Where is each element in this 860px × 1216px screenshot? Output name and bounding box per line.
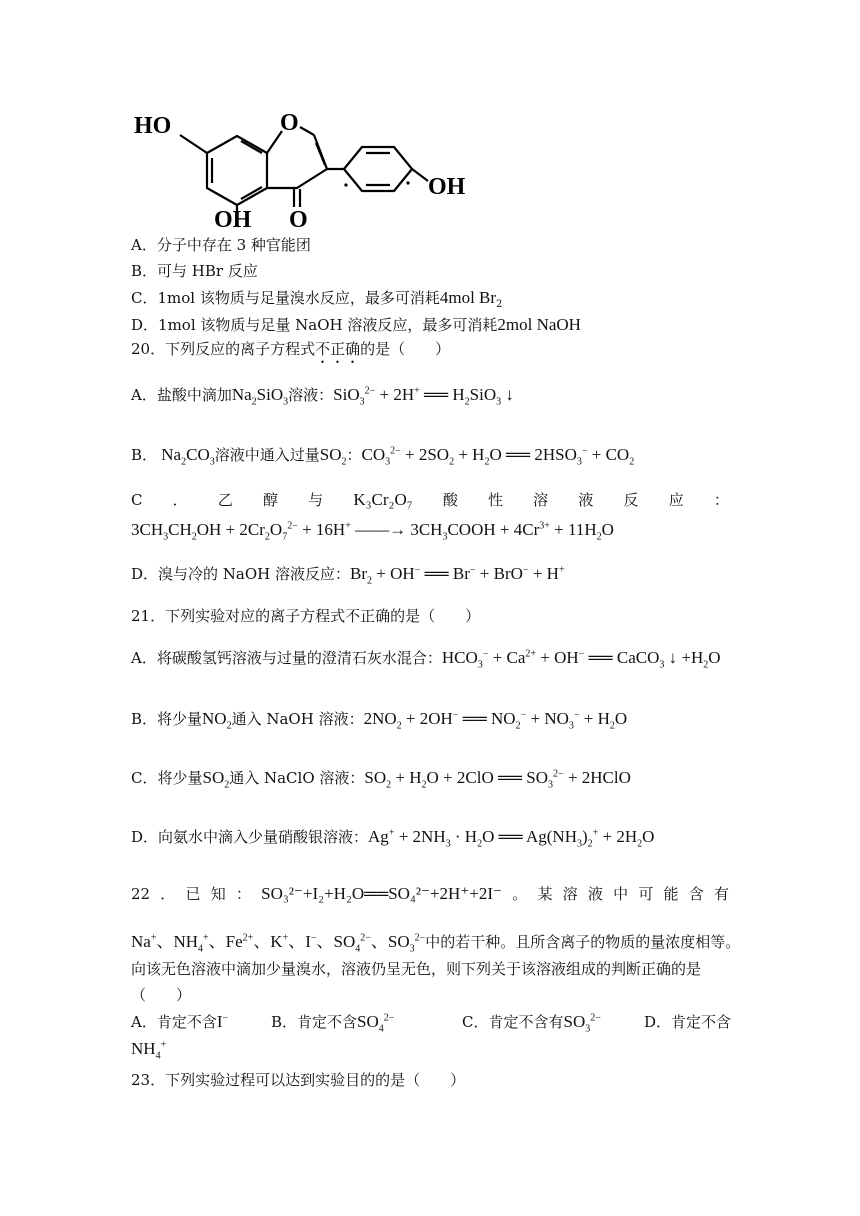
q20-option-a	[131, 385, 514, 408]
q21-c-so2: $SO_2$	[202, 768, 230, 791]
q22-a-text: A．肯定不含	[131, 1013, 217, 1031]
q22-char: 含	[688, 885, 704, 903]
q22-ions-tail: 中的若干种。且所含离子的物质的量浓度相等。	[425, 933, 741, 951]
q22-option-d-ion: $NH_4^+$	[131, 1039, 167, 1062]
q19-d-text: D．1mol 该物质与足量 NaOH 溶液反应，最多可消耗	[131, 316, 498, 334]
q20-c-char: C	[131, 491, 143, 509]
struct-label-ho: HO	[134, 113, 172, 139]
q19-c-sub: 2	[496, 299, 503, 310]
q20-c-char: 溶	[533, 491, 549, 509]
q21-option-b	[131, 709, 628, 732]
q22-char: 液	[587, 885, 603, 903]
q22-char: 。	[512, 885, 528, 903]
q22-b-text: B．肯定不含	[271, 1013, 358, 1031]
q21-option-c	[131, 768, 631, 791]
q22-stem-line3: 向该无色溶液中滴加少量溴水，溶液仍呈无色，则下列关于该溶液组成的判断正确的是	[131, 960, 702, 978]
q22-char: ：	[235, 885, 251, 903]
struct-label-ring-o: O	[280, 110, 299, 136]
q20-c-char: ．	[172, 491, 188, 509]
q20-stem-pre: 20．下列反应的离子方程式	[131, 340, 316, 358]
q22-char: 能	[663, 885, 679, 903]
struct-label-oh-bottom: OH	[214, 207, 252, 233]
q20-a-equation: SiO$_3^{2-}$ + 2H+ ══ $H_2SiO_3$ ↓	[333, 385, 514, 408]
struct-label-oh-right: OH	[428, 174, 466, 200]
q21-b-equation: $2NO_2 + 2OH^-$ ══ $NO_2^- + NO_3^- + H_2O$	[363, 709, 628, 732]
q20-b-formula: $Na_2CO_3$	[157, 445, 215, 468]
q21-b-text: B．将少量	[131, 710, 203, 728]
q20-a-text: A．盐酸中滴加	[131, 386, 232, 404]
q22-c-ion: $SO_3^{2-}$	[563, 1012, 601, 1035]
q22-number: 22	[131, 885, 151, 903]
q19-option-c	[131, 288, 502, 308]
q21-b-no2: $NO_2$	[202, 709, 232, 732]
q20-c-char: 性	[488, 491, 504, 509]
q20-c-reagent: K₃Cr₂O₇	[353, 490, 413, 509]
q22-char: 知	[210, 885, 226, 903]
q20-c-char: 反	[623, 491, 639, 509]
q20-b-equation: $CO_3^{2-} + 2SO_2 + H_2O$ ══ $2HSO_3^- + CO_2$	[361, 445, 635, 468]
q20-c-char: 液	[578, 491, 594, 509]
q19-option-a: A．分子中存在 3 种官能团	[131, 236, 311, 254]
q21-c-text: C．将少量	[131, 769, 203, 787]
q22-equation: SO₃²⁻+I₂+H₂O══SO₄²⁻+2H⁺+2I⁻	[261, 884, 503, 903]
q22-char: 有	[713, 885, 729, 903]
q20-c-char: 酸	[442, 491, 458, 509]
q22-ions-line	[131, 932, 741, 955]
q20-c-char: ：	[713, 491, 729, 509]
q20-a-solution: 溶液：	[288, 386, 334, 404]
q22-answer-paren: （ ）	[131, 986, 192, 1004]
q21-option-a	[131, 648, 721, 671]
q22-char: 可	[638, 885, 654, 903]
q22-char: 已	[185, 885, 201, 903]
q20-stem-emphasis: 不正确	[315, 340, 361, 358]
q20-a-formula: $Na_2SiO_3$	[231, 385, 289, 408]
q22-b-ion: $SO_4^{2-}$	[357, 1012, 395, 1035]
q21-d-equation: $Ag^+ + 2NH_3 \cdot H_2O$ ══ $Ag(NH_3)_2^+ + 2H_2O$	[368, 827, 655, 850]
q22-c-text: C．肯定不含有	[462, 1013, 564, 1031]
q22-stem-line1	[131, 884, 729, 904]
q20-c-char: 应	[668, 491, 684, 509]
q21-c-equation: $SO_2 + H_2O + 2ClO$ ══ $SO_3^{2-}$ + 2HClO	[364, 768, 631, 791]
q22-a-ion: I−	[216, 1012, 229, 1031]
q20-stem	[131, 339, 450, 367]
q20-b-so2: $SO_2$	[319, 445, 347, 468]
struct-label-carbonyl-o: O	[289, 207, 308, 233]
isoflavone-structure	[132, 103, 472, 233]
q22-option-c	[462, 1012, 601, 1035]
q20-b-mid: 溶液中通入过量	[214, 446, 320, 464]
q21-a-equation: $HCO_3^- + Ca^{2+} + OH^-$ ══ CaCO$_3$ ↓ $+H_2O$	[441, 648, 721, 671]
q20-stem-post: 的是（ ）	[360, 340, 451, 358]
q22-char: 溶	[562, 885, 578, 903]
q20-option-c-equation: $3CH_3CH_2OH + 2Cr_2O_7^{2-} + 16H^+$ ——→ $3CH_3COOH + 4Cr^{3+} + 11H_2O$	[131, 520, 614, 543]
q19-c-text: C．1mol 该物质与足量溴水反应，最多可消耗	[131, 289, 440, 307]
q19-option-d	[131, 315, 581, 335]
q22-char: 中	[613, 885, 629, 903]
q21-stem: 21．下列实验对应的离子方程式不正确的是（ ）	[131, 607, 481, 625]
q21-b-mid: 通入 NaOH 溶液：	[231, 710, 364, 728]
q22-ions: Na+、$NH_4^+$、$Fe^{2+}$、K+、I−、$SO_4^{2-}$、$SO_3^{2-}$	[131, 932, 426, 955]
q20-d-text: D．溴与冷的 NaOH 溶液反应：	[131, 565, 351, 583]
q19-d-value: 2mol NaOH	[497, 315, 581, 334]
q22-char: ．	[160, 885, 176, 903]
q20-option-c-line1	[131, 490, 729, 510]
q23-stem: 23．下列实验过程可以达到实验目的的是（ ）	[131, 1071, 466, 1089]
q21-c-mid: 通入 NaClO 溶液：	[229, 769, 365, 787]
q20-d-equation: $Br_2 + OH^-$ ══ Br− + BrO− + H+	[350, 564, 565, 587]
q22-option-d: D．肯定不含	[644, 1013, 732, 1031]
q20-c-char: 醇	[262, 491, 278, 509]
q22-char: 某	[537, 885, 553, 903]
q21-option-d	[131, 827, 655, 850]
q19-option-b: B．可与 HBr 反应	[131, 262, 258, 280]
q20-c-char: 乙	[217, 491, 233, 509]
q22-option-b	[271, 1012, 395, 1035]
q21-d-text: D．向氨水中滴入少量硝酸银溶液：	[131, 828, 369, 846]
q20-option-d	[131, 564, 565, 587]
q20-b-colon: ：	[346, 446, 362, 464]
q20-b-text: B．	[131, 446, 158, 464]
q20-c-char: 与	[308, 491, 324, 509]
q19-c-value: 4mol Br	[439, 288, 497, 307]
q22-option-a	[131, 1012, 228, 1032]
q21-a-text: A．将碳酸氢钙溶液与过量的澄清石灰水混合：	[131, 649, 442, 667]
q20-option-b	[131, 445, 635, 468]
